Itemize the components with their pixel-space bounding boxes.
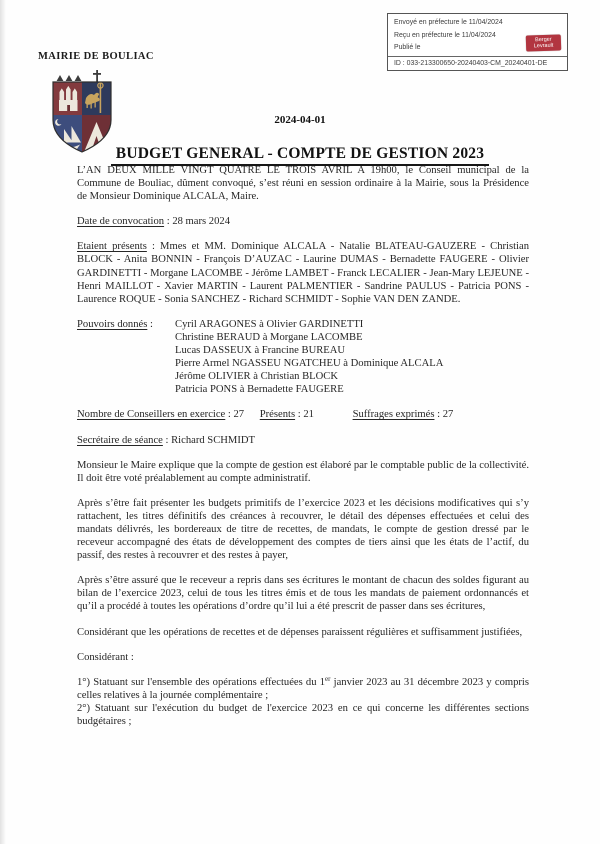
document-date: 2024-04-01 (274, 114, 326, 126)
secretary-label: Secrétaire de séance (77, 434, 163, 446)
assurance-paragraph: Après s’être assuré que le receveur a repris dans ses écritures le montant de chacun des soldes figurant au bilan de l’exercice 2023, celui de tous les titres émis et de tous les mandats de paiement ordonnancés et qu’il a procédé à toutes les opérations d’ordre qu’il lui a été prescrit de passer dans ses écritures, (77, 575, 529, 613)
considering-operations-paragraph: Considérant que les opérations de recettes et de dépenses paraissent régulières et suffisamment justifiées, (77, 626, 523, 638)
proxies-label: Pouvoirs donnés (77, 318, 148, 330)
councillors-label: Nombre de Conseillers en exercice (77, 409, 226, 421)
stamp-sent-line: Envoyé en préfecture le 11/04/2024 (394, 19, 503, 26)
proxies-block (77, 318, 529, 397)
proxies-label-cell (77, 318, 175, 397)
proxies-list (175, 318, 529, 397)
badge-line-2: Levrault (533, 42, 554, 50)
ordinal-superscript: er (325, 674, 331, 683)
resolution-item-1-tail: janvier 2023 au 31 décembre 2023 y compris celles relatives à la journée complémentaire ; (77, 676, 529, 701)
proxy-item: Patricia PONS à Bernadette FAUGERE (175, 384, 344, 396)
document-body (77, 164, 529, 740)
mayor-explanation-paragraph: Monsieur le Maire explique que la compte de gestion est élaboré par le comptable public de la collectivité. Il doit être voté préalablement au compte administratif. (77, 459, 529, 484)
prefecture-stamp-box (387, 13, 568, 71)
votes-count (353, 409, 454, 420)
councillors-value: : 27 (225, 409, 245, 421)
attendees-label: Etaient présents (77, 241, 147, 253)
convocation-label: Date de convocation (77, 216, 165, 228)
proxy-item: Lucas DASSEUX à Francine BUREAU (175, 345, 346, 357)
berger-levrault-badge (526, 34, 562, 51)
badge-line-1: Berger (535, 36, 552, 43)
considering-heading: Considérant : (77, 651, 134, 663)
proxy-item: Jérôme OLIVIER à Christian BLOCK (175, 371, 338, 383)
stamp-received-line: Reçu en préfecture le 11/04/2024 (394, 31, 496, 39)
presentation-paragraph: Après s’être fait présenter les budgets primitifs de l’exercice 2023 et les décisions modificatives qui s’y rattachent, les titres définitifs des créances à recouvrer, le détail des dépenses effectuées et celui des mandats délivrés, les bordereaux de titre de recettes, de mandats, le compte de gestion dressé par le receveur accompagné des états de développement des comptes de tiers ainsi que les états de l’actif, du passif, des restes à recouvrer et des restes à payer, (77, 497, 529, 562)
secretary-line (77, 434, 529, 447)
convocation-line (77, 215, 529, 228)
proxy-item: Pierre Armel NGASSEU NGATCHEU à Dominique ALCALA (175, 358, 444, 370)
mairie-name: MAIRIE DE BOULIAC (38, 51, 154, 62)
convocation-value: : 28 mars 2024 (164, 216, 230, 228)
present-count (260, 409, 314, 420)
proxy-item: Christine BERAUD à Morgane LACOMBE (175, 331, 363, 343)
secretary-value: : Richard SCHMIDT (162, 434, 255, 446)
stamp-published-line: Publié le (394, 44, 421, 51)
opening-paragraph: L’AN DEUX MILLE VINGT QUATRE LE TROIS AVRIL A 19h00, le Conseil municipal de la Commune de Bouliac, dûment convoqué, s’est réuni en session ordinaire à la Mairie, sous la Présidence de Monsieur Dominique ALCALA, Maire. (77, 165, 529, 203)
attendees-names: : Mmes et MM. Dominique ALCALA - Natalie BLATEAU-GAUZERE - Christian BLOCK - Anita BONNIN - François D’AUZAC - Laurine DUMAS - Bernadette FAUGERE - Olivier GARDINETTI - Morgane LACOMBE - Jérôme LAMBET - Franck LECALIER - Jean-Mary LEJEUNE - Henri MAILLOT - Xavier MARTIN - Laurent PALMENTIER - Sandrine PAULUS - Patricia PONS - Laurence ROQUE - Sonia SANCHEZ - Richard SCHMIDT - Sophie VAN DEN ZANDE. (77, 241, 529, 305)
present-label: Présents (259, 409, 296, 421)
castle-door (67, 105, 70, 111)
title-block (0, 114, 600, 166)
proxy-item: Cyril ARAGONES à Olivier GARDINETTI (175, 318, 364, 330)
resolution-item-1-text: 1°) Statuant sur l'ensemble des opérations effectuées du 1 (77, 676, 326, 688)
present-value: : 21 (295, 409, 314, 421)
votes-value: : 27 (434, 409, 454, 421)
counters-line (77, 408, 529, 421)
attendees-paragraph (77, 240, 529, 305)
resolution-item-1 (77, 676, 529, 702)
votes-label: Suffrages exprimés (352, 409, 435, 421)
document-title: BUDGET GENERAL - COMPTE DE GESTION 2023 (111, 145, 489, 166)
stamp-id-line: ID : 033-213300650-20240403-CM_20240401-DE (394, 59, 548, 67)
proxies-colon: : (147, 318, 153, 330)
resolution-item-2: 2°) Statuant sur l'exécution du budget de l'exercice 2023 en ce qui concerne les différentes sections budgétaires ; (77, 702, 529, 727)
councillors-count (77, 409, 244, 420)
